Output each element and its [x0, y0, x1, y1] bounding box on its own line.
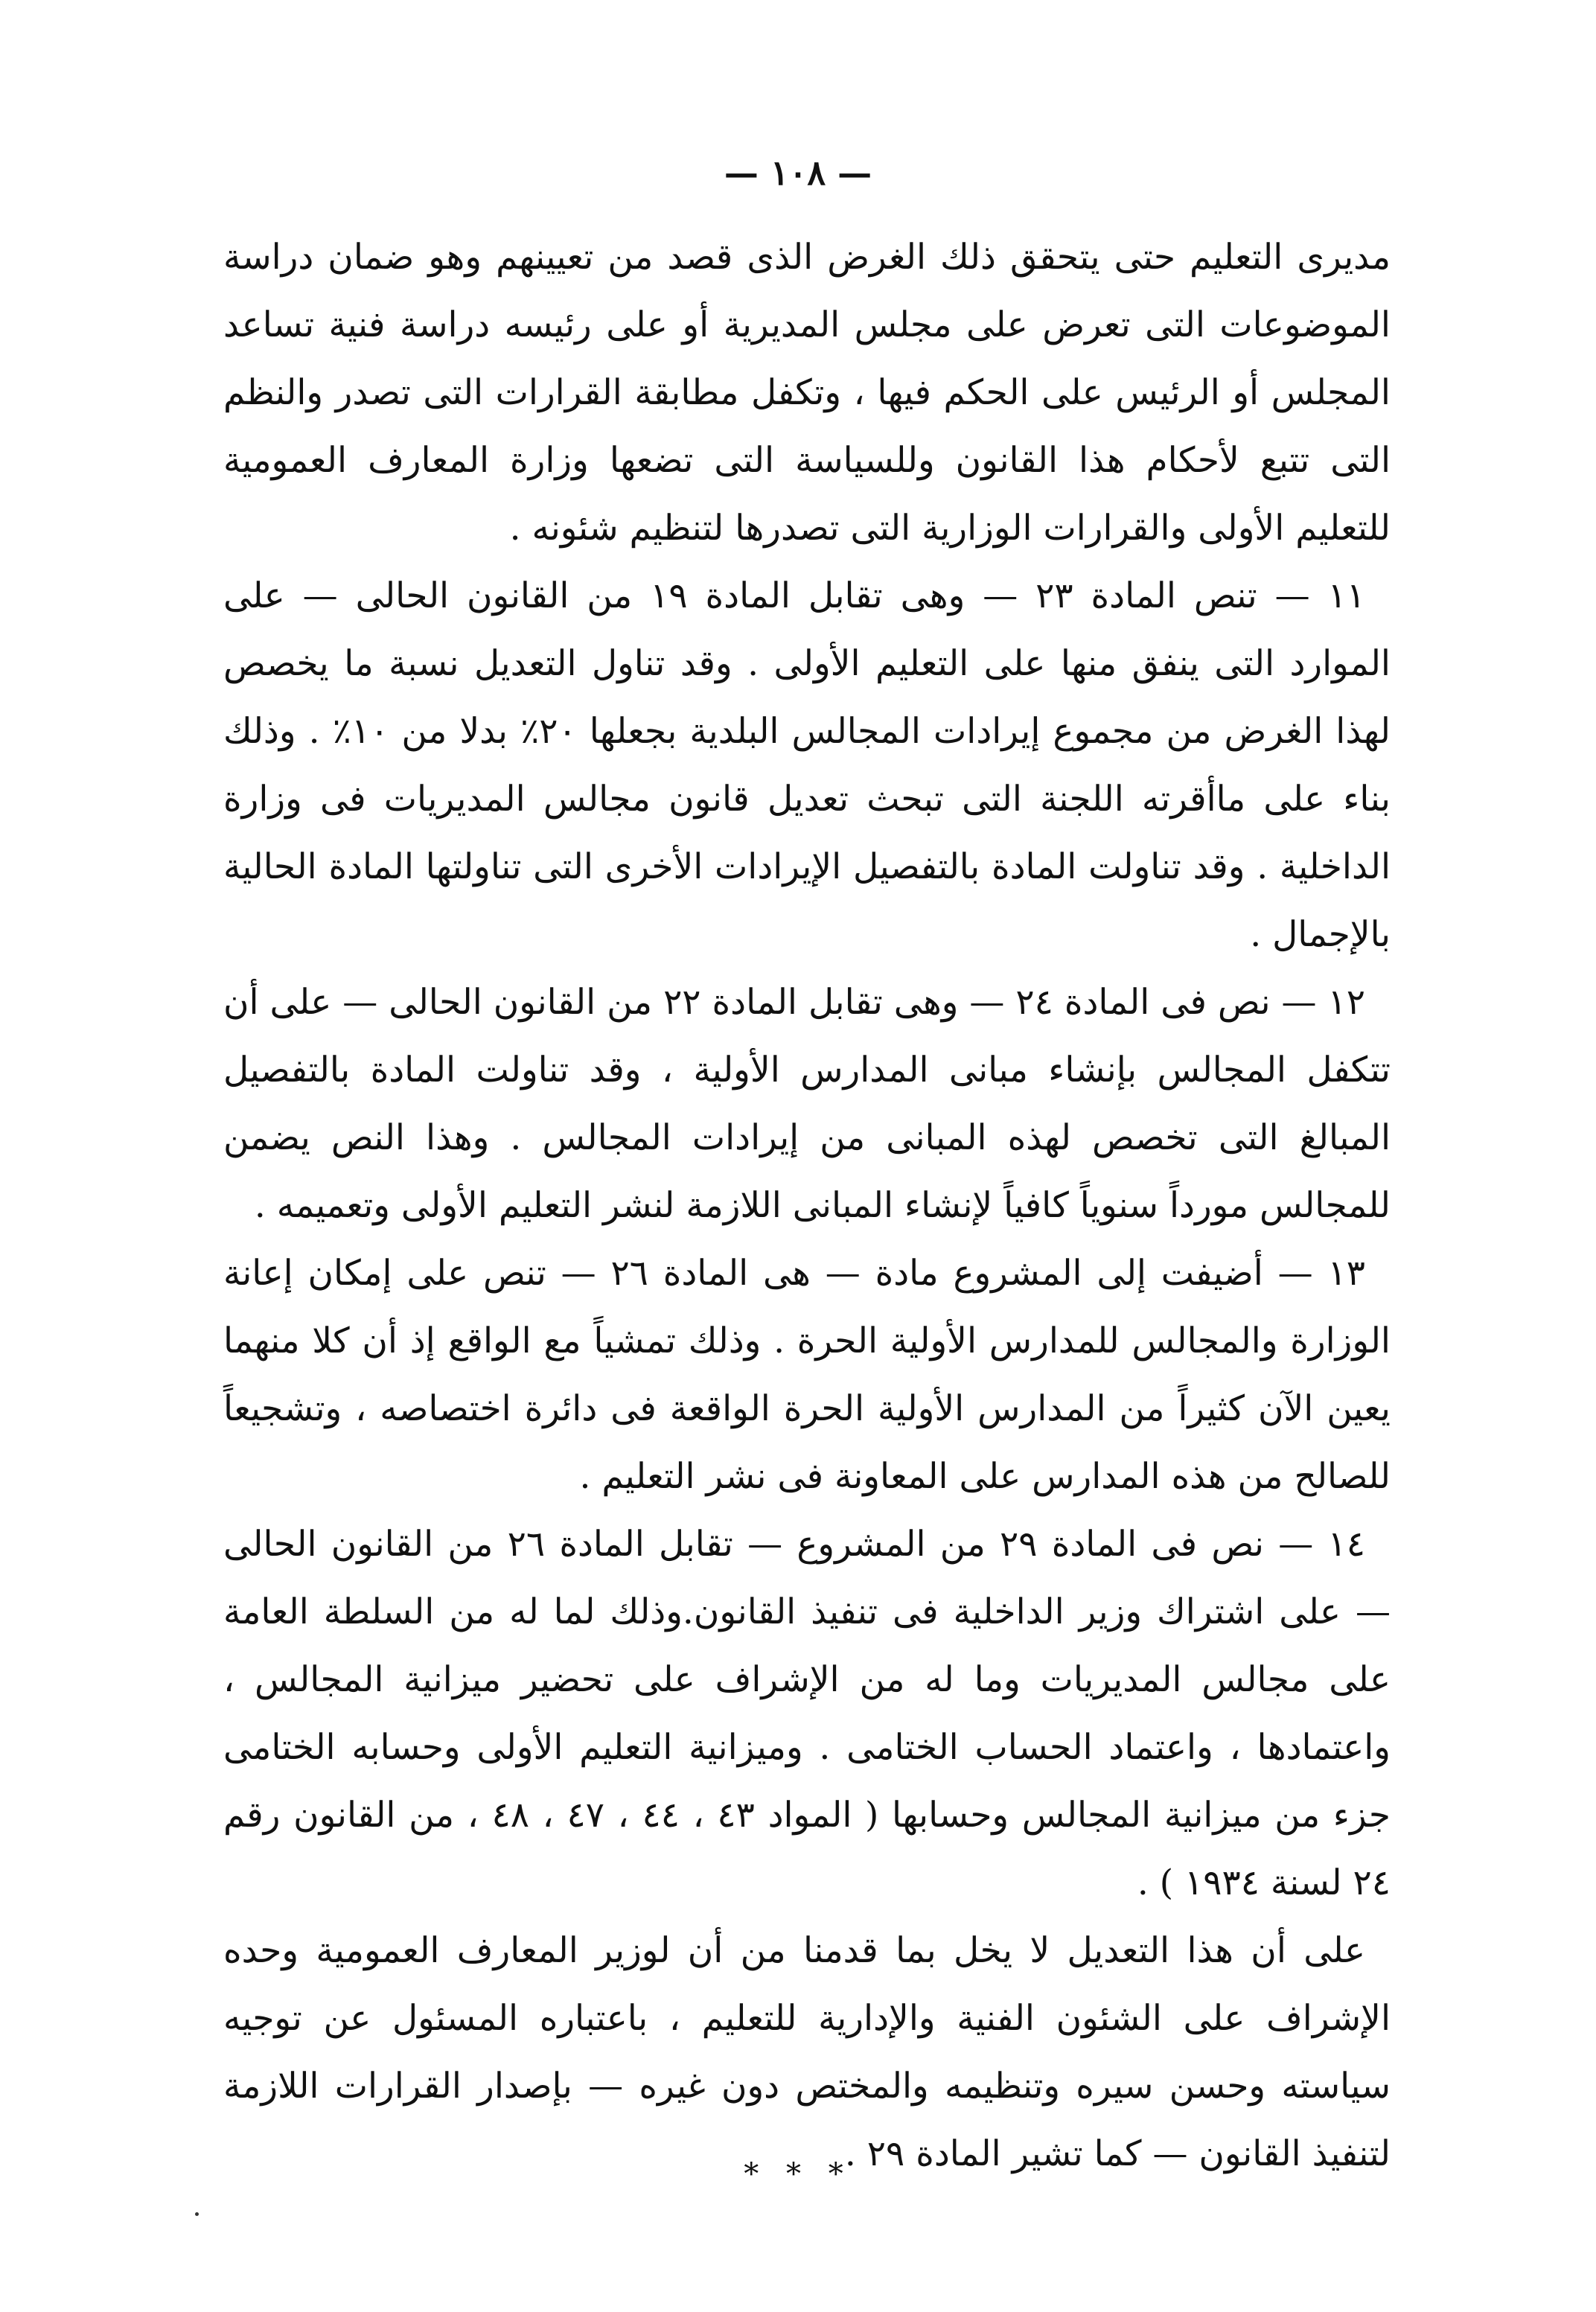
paragraph-item-12: ١٢ — نص فى المادة ٢٤ — وهى تقابل المادة ٢٢ من القانون الحالى — على أن تتكفل المجالس بإنشاء مبانى المدارس الأولية ، وقد تناولت المادة بالتفصيل المبالغ التى تخصص لهذه المبانى من إيرادات المجالس . وهذا النص يضمن للمجالس مورداً سنوياً كافياً لإنشاء المبانى اللازمة لنشر التعليم الأولى وتعميمه . [223, 982, 1391, 1226]
scan-speck [195, 2212, 199, 2216]
body-text [223, 223, 1391, 2188]
paragraph-item-11: ١١ — تنص المادة ٢٣ — وهى تقابل المادة ١٩ من القانون الحالى — على الموارد التى ينفق منها على التعليم الأولى . وقد تناول التعديل نسبة ما يخصص لهذا الغرض من مجموع إيرادات المجالس البلدية بجعلها ٢٠٪ بدلا من ١٠٪ . وذلك بناء على ماأقرته اللجنة التى تبحث تعديل قانون مجالس المديريات فى وزارة الداخلية . وقد تناولت المادة بالتفصيل الإيرادات الأخرى التى تناولتها المادة الحالية بالإجمال . [223, 575, 1391, 955]
section-separator: * * * [744, 2157, 852, 2191]
paragraph-item-14: ١٤ — نص فى المادة ٢٩ من المشروع — تقابل المادة ٢٦ من القانون الحالى — على اشتراك وزير الداخلية فى تنفيذ القانون.وذلك لما له من السلطة العامة على مجالس المديريات وما له من الإشراف على تحضير ميزانية المجالس ، واعتمادها ، واعتماد الحساب الختامى . وميزانية التعليم الأولى وحسابه الختامى جزء من ميزانية المجالس وحسابها ( المواد ٤٣ ، ٤٤ ، ٤٧ ، ٤٨ ، من القانون رقم ٢٤ لسنة ١٩٣٤ ) . [223, 1524, 1391, 1903]
paragraph-continuation: مديرى التعليم حتى يتحقق ذلك الغرض الذى قصد من تعيينهم وهو ضمان دراسة الموضوعات التى تعرض على مجلس المديرية أو على رئيسه دراسة فنية تساعد المجلس أو الرئيس على الحكم فيها ، وتكفل مطابقة القرارات التى تصدر والنظم التى تتبع لأحكام هذا القانون وللسياسة التى تضعها وزارة المعارف العمومية للتعليم الأولى والقرارات الوزارية التى تصدرها لتنظيم شئونه . [223, 237, 1391, 549]
paragraph-item-13: ١٣ — أضيفت إلى المشروع مادة — هى المادة ٢٦ — تنص على إمكان إعانة الوزارة والمجالس للمدارس الأولية الحرة . وذلك تمشياً مع الواقع إذ أن كلا منهما يعين الآن كثيراً من المدارس الأولية الحرة الواقعة فى دائرة اختصاصه ، وتشجيعاً للصالح من هذه المدارس على المعاونة فى نشر التعليم . [223, 1253, 1391, 1497]
page-number: — ١٠٨ — [724, 153, 872, 193]
paragraph-closing: على أن هذا التعديل لا يخل بما قدمنا من أن لوزير المعارف العمومية وحده الإشراف على الشئون الفنية والإدارية للتعليم ، باعتباره المسئول عن توجيه سياسته وحسن سيره وتنظيمه والمختص دون غيره — بإصدار القرارات اللازمة لتنفيذ القانون — كما تشير المادة ٢٩ . [223, 1930, 1391, 2174]
